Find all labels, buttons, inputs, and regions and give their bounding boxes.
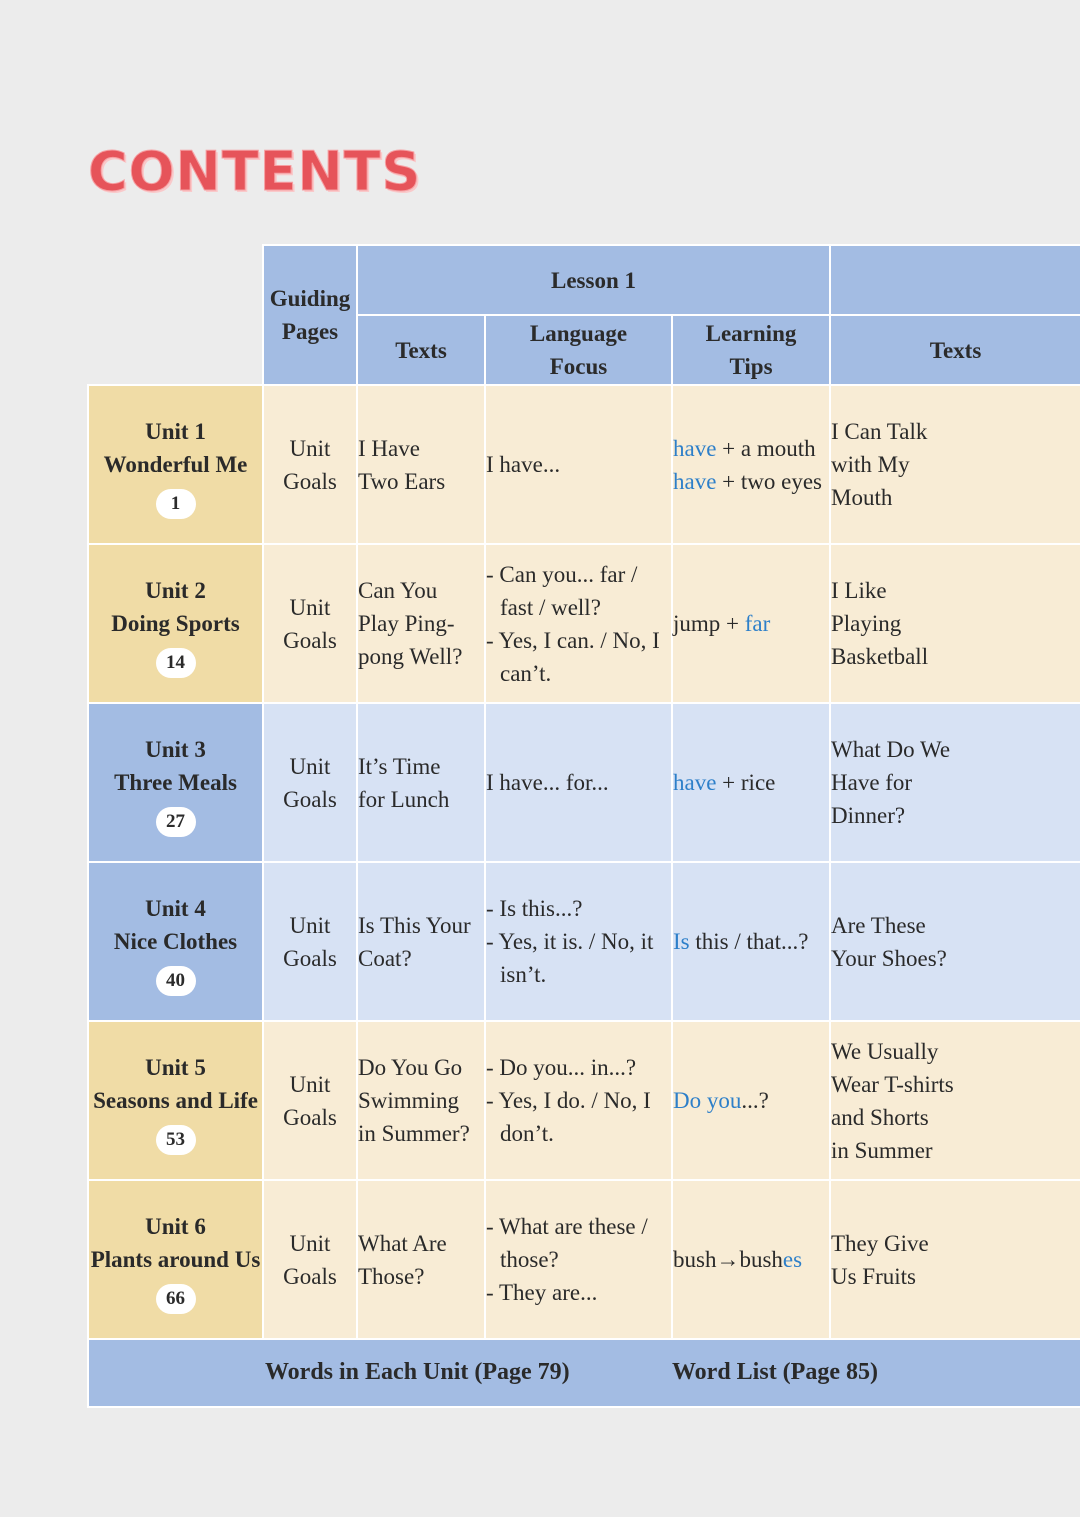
lesson1-text-cell	[357, 544, 485, 703]
guiding-line: Goals	[283, 468, 337, 494]
tips-line	[673, 766, 829, 799]
tips-segment: this / that...?	[689, 929, 809, 954]
header-focus: Focus	[549, 354, 608, 379]
unit-subtitle: Nice Clothes	[113, 928, 238, 954]
lesson2-text-line: Your Shoes?	[831, 945, 947, 971]
unit-name: Unit 3	[145, 736, 206, 762]
lesson1-text-cell	[357, 1180, 485, 1339]
lesson1-text-line: Two Ears	[358, 468, 446, 494]
tips-keyword: Is	[673, 929, 690, 954]
lesson2-text-cell	[830, 703, 1080, 862]
tips-line	[673, 1243, 829, 1276]
tips-keyword: have	[673, 435, 717, 461]
unit-cell[interactable]	[88, 1021, 263, 1180]
guiding-cell	[263, 385, 357, 544]
learning-tips-cell	[672, 1180, 830, 1339]
unit-subtitle: Doing Sports	[111, 610, 240, 636]
guiding-line: Unit	[289, 912, 331, 938]
lesson1-text-line: Coat?	[358, 945, 412, 971]
page-badge: 53	[156, 1125, 196, 1155]
header-guiding: Guiding	[269, 286, 351, 311]
lesson1-text-line: pong Well?	[358, 644, 463, 669]
unit-name: Unit 4	[145, 895, 206, 921]
lesson1-text-line: Is This Your	[358, 912, 471, 938]
language-focus-cell	[485, 1021, 672, 1180]
tips-line	[673, 465, 829, 498]
guiding-line: Unit	[289, 435, 331, 461]
tips-segment: jump +	[673, 611, 745, 636]
lesson1-text-line: Those?	[358, 1263, 425, 1289]
lesson2-text-line: Are These	[831, 912, 926, 938]
lesson2-text-line: What Do We	[831, 737, 951, 762]
header-lesson1: Lesson 1	[357, 245, 830, 315]
tips-keyword: es	[782, 1247, 803, 1272]
language-focus-cell	[485, 385, 672, 544]
lesson2-text-line: Dinner?	[831, 803, 906, 828]
unit-row[interactable]	[88, 544, 1080, 703]
footer-wordlist-link[interactable]: Word List (Page 85)	[672, 1359, 878, 1385]
header-learning: Learning	[705, 321, 797, 346]
focus-line: - Yes, I can. / No, I can’t.	[486, 627, 660, 686]
learning-tips-cell	[672, 862, 830, 1021]
header-pages: Pages	[281, 319, 339, 344]
language-focus-cell	[485, 862, 672, 1021]
guiding-line: Unit	[289, 1230, 331, 1256]
guiding-cell	[263, 862, 357, 1021]
lesson2-text-line: with My	[831, 452, 910, 477]
lesson1-text-line: Swimming	[358, 1088, 459, 1113]
lesson2-text-cell	[830, 1180, 1080, 1339]
lesson2-text-line: They Give	[831, 1230, 929, 1256]
unit-name: Unit 6	[145, 1213, 206, 1239]
header-language: Language	[529, 321, 628, 346]
unit-rows	[88, 385, 1080, 1339]
guiding-line: Unit	[289, 753, 331, 779]
learning-tips-cell	[672, 544, 830, 703]
header-guiding-pages	[263, 245, 357, 385]
focus-line: - They are...	[486, 1280, 598, 1305]
lesson1-text-line: Play Ping-	[358, 611, 455, 636]
language-focus-cell	[485, 703, 672, 862]
focus-line: - Yes, I do. / No, I don’t.	[486, 1088, 651, 1146]
guiding-line: Unit	[289, 594, 331, 620]
unit-name: Unit 5	[145, 1054, 206, 1080]
lesson2-text-line: in Summer	[831, 1137, 933, 1163]
guiding-line: Goals	[283, 786, 337, 812]
unit-row[interactable]	[88, 862, 1080, 1021]
focus-line: I have...	[486, 452, 561, 477]
lesson2-text-line: I Like	[831, 578, 887, 603]
lesson2-text-line: We Usually	[831, 1038, 939, 1064]
tips-keyword: have	[673, 770, 717, 795]
tips-keyword: far	[744, 611, 771, 636]
language-focus-cell	[485, 544, 672, 703]
page-badge: 1	[156, 489, 196, 519]
header-language-focus	[485, 315, 672, 385]
focus-line: - Can you... far / fast / well?	[486, 561, 638, 620]
guiding-cell	[263, 703, 357, 862]
tips-segment: bush→bush	[673, 1247, 783, 1272]
focus-line: - Do you... in...?	[486, 1055, 637, 1080]
guiding-line: Goals	[283, 627, 337, 653]
lesson2-text-line: Basketball	[831, 644, 929, 669]
unit-cell[interactable]	[88, 862, 263, 1021]
unit-row[interactable]	[88, 385, 1080, 544]
lesson1-text-cell	[357, 862, 485, 1021]
tips-segment: ...?	[741, 1088, 769, 1113]
page-badge: 14	[156, 648, 196, 678]
focus-line: - Is this...?	[486, 896, 583, 921]
lesson2-text-line: Wear T-shirts	[831, 1071, 954, 1097]
unit-subtitle: Wonderful Me	[103, 451, 248, 477]
guiding-cell	[263, 1021, 357, 1180]
lesson1-text-line: What Are	[358, 1230, 447, 1256]
guiding-line: Goals	[283, 1104, 337, 1130]
lesson1-text-line: Can You	[358, 578, 438, 603]
learning-tips-cell	[672, 1021, 830, 1180]
lesson2-text-line: Us Fruits	[831, 1263, 916, 1289]
tips-keyword: Do you	[673, 1088, 742, 1113]
lesson1-text-line: I Have	[358, 435, 420, 461]
unit-row[interactable]	[88, 1180, 1080, 1339]
lesson2-text-cell	[830, 385, 1080, 544]
lesson2-text-cell	[830, 862, 1080, 1021]
lesson1-text-cell	[357, 385, 485, 544]
footer-words-link[interactable]: Words in Each Unit (Page 79)	[265, 1359, 570, 1385]
focus-line: - Yes, it is. / No, it isn’t.	[486, 929, 654, 987]
unit-row[interactable]	[88, 1021, 1080, 1180]
lesson2-text-line: and Shorts	[831, 1104, 929, 1130]
page-badge: 27	[156, 807, 196, 837]
unit-row[interactable]	[88, 703, 1080, 862]
lesson2-text-line: Playing	[831, 611, 902, 636]
lesson2-text-cell	[830, 544, 1080, 703]
lesson2-text-line: Have for	[831, 770, 913, 795]
footer-bar	[88, 1339, 1080, 1407]
guiding-cell	[263, 544, 357, 703]
tips-line	[673, 925, 829, 958]
unit-cell[interactable]	[88, 544, 263, 703]
lesson1-text-line: It’s Time	[358, 753, 441, 779]
tips-segment: + rice	[716, 770, 776, 795]
tips-line	[673, 607, 829, 640]
guiding-cell	[263, 1180, 357, 1339]
learning-tips-cell	[672, 385, 830, 544]
lesson2-text-cell	[830, 1021, 1080, 1180]
page-badge: 66	[156, 1284, 196, 1314]
unit-subtitle: Plants around Us	[90, 1246, 261, 1272]
lesson2-text-line: Mouth	[831, 485, 893, 510]
tips-keyword: have	[673, 468, 717, 494]
tips-line	[673, 1084, 829, 1117]
unit-cell[interactable]	[88, 703, 263, 862]
lesson1-text-cell	[357, 703, 485, 862]
page-title: CONTENTS	[88, 140, 422, 203]
lesson1-text-line: in Summer?	[358, 1121, 470, 1146]
header-tips: Tips	[729, 354, 773, 379]
header-texts: Texts	[357, 315, 485, 385]
contents-table	[87, 244, 1080, 1408]
unit-cell[interactable]	[88, 1180, 263, 1339]
header-texts-2: Texts	[830, 315, 1080, 385]
header-lesson2-blank	[830, 245, 1080, 315]
guiding-line: Goals	[283, 1263, 337, 1289]
lesson1-text-cell	[357, 1021, 485, 1180]
focus-line: - What are these / those?	[486, 1214, 648, 1272]
unit-subtitle: Seasons and Life	[93, 1087, 258, 1113]
learning-tips-cell	[672, 703, 830, 862]
header-corner	[88, 245, 263, 385]
guiding-line: Unit	[289, 1071, 331, 1097]
tips-line	[673, 432, 829, 465]
language-focus-cell	[485, 1180, 672, 1339]
unit-name: Unit 2	[145, 577, 206, 603]
focus-line: I have... for...	[486, 770, 609, 795]
lesson2-text-line: I Can Talk	[831, 419, 928, 444]
unit-cell[interactable]	[88, 385, 263, 544]
lesson1-text-line: for Lunch	[358, 786, 450, 812]
lesson1-text-line: Do You Go	[358, 1055, 463, 1080]
unit-subtitle: Three Meals	[114, 769, 237, 795]
tips-segment: + two eyes	[716, 468, 823, 494]
header-learning-tips	[672, 315, 830, 385]
tips-segment: + a mouth	[716, 435, 816, 461]
unit-name: Unit 1	[145, 418, 206, 444]
page-badge: 40	[156, 966, 196, 996]
guiding-line: Goals	[283, 945, 337, 971]
